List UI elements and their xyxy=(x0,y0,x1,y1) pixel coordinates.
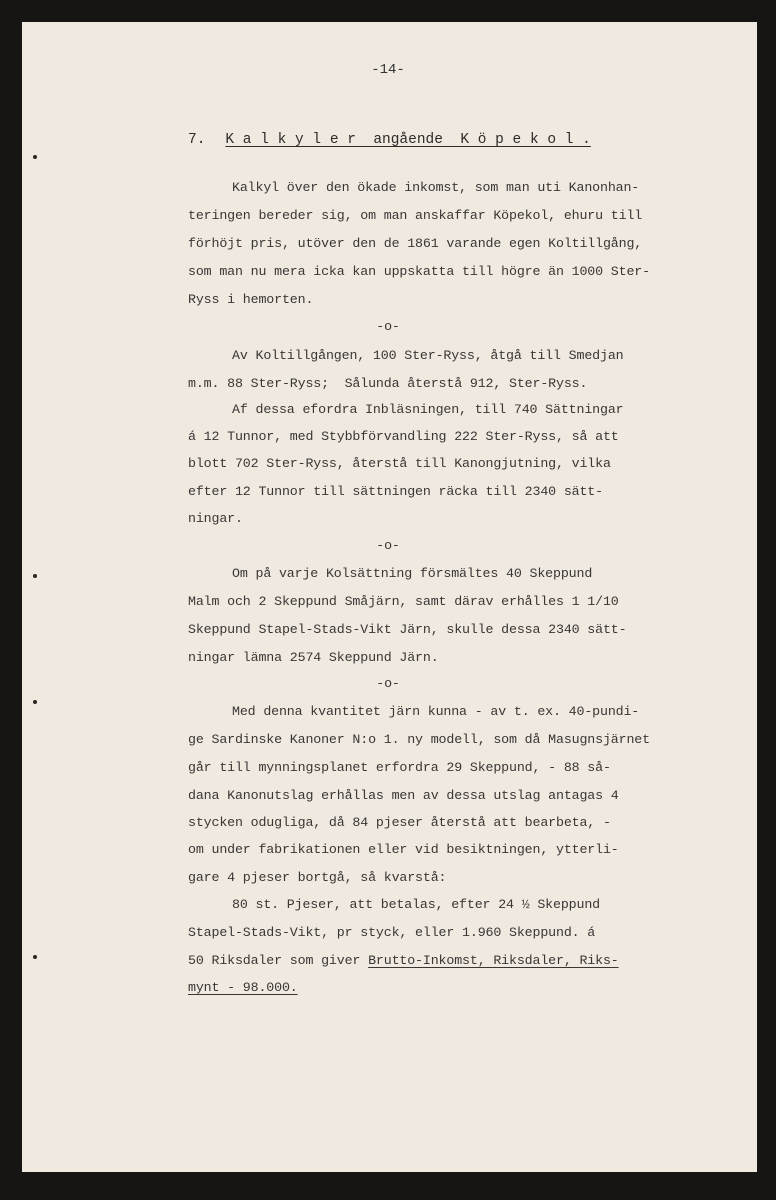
text-line: Skeppund Stapel-Stads-Vikt Järn, skulle dessa 2340 sätt- xyxy=(188,622,627,637)
page-number: -14- xyxy=(371,62,405,78)
text-line: ge Sardinske Kanoner N:o 1. ny modell, som då Masugnsjärnet xyxy=(188,732,650,747)
section-divider: -o- xyxy=(376,319,400,334)
text-line: om under fabrikationen eller vid besiktningen, ytterli- xyxy=(188,842,619,857)
text-line: m.m. 88 Ster-Ryss; Sålunda återstå 912, Ster-Ryss. xyxy=(188,376,588,391)
gross-income-underlined: Brutto-Inkomst, Riksdaler, Riks- xyxy=(368,953,619,968)
section-title: K a l k y l e r angående K ö p e k o l . xyxy=(225,132,591,148)
text-line: gare 4 pjeser bortgå, så kvarstå: xyxy=(188,870,447,885)
text-line: Om på varje Kolsättning försmältes 40 Skeppund xyxy=(232,566,593,581)
punch-hole-mark xyxy=(33,574,37,578)
text-line: går till mynningsplanet erfordra 29 Skeppund, - 88 så- xyxy=(188,760,611,775)
section-divider: -o- xyxy=(376,538,400,553)
text-line: 80 st. Pjeser, att betalas, efter 24 ½ Skeppund xyxy=(232,897,600,912)
text-line: som man nu mera icka kan uppskatta till högre än 1000 Ster- xyxy=(188,264,650,279)
text-line: Malm och 2 Skeppund Småjärn, samt därav erhålles 1 1/10 xyxy=(188,594,619,609)
text-line: Med denna kvantitet järn kunna - av t. ex. 40-pundi- xyxy=(232,704,640,719)
text-line: Ryss i hemorten. xyxy=(188,292,314,307)
text-line: blott 702 Ster-Ryss, återstå till Kanongjutning, vilka xyxy=(188,456,611,471)
text-line: Av Koltillgången, 100 Ster-Ryss, åtgå till Smedjan xyxy=(232,348,624,363)
text-line: Stapel-Stads-Vikt, pr styck, eller 1.960 Skeppund. á xyxy=(188,925,596,940)
section-number: 7. xyxy=(188,132,206,148)
punch-hole-mark xyxy=(33,155,37,159)
section-divider: -o- xyxy=(376,676,400,691)
punch-hole-mark xyxy=(33,955,37,959)
text-line: ningar. xyxy=(188,511,243,526)
closing-line xyxy=(188,953,619,968)
text-line: Af dessa efordra Inbläsningen, till 740 Sättningar xyxy=(232,402,624,417)
text-line: stycken odugliga, då 84 pjeser återstå att bearbeta, - xyxy=(188,815,611,830)
punch-hole-mark xyxy=(33,700,37,704)
text-line: dana Kanonutslag erhållas men av dessa utslag antagas 4 xyxy=(188,788,619,803)
gross-income-total: mynt - 98.000. xyxy=(188,980,298,995)
closing-line xyxy=(188,980,298,995)
closing-text: 50 Riksdaler som giver xyxy=(188,953,369,968)
text-line: efter 12 Tunnor till sättningen räcka till 2340 sätt- xyxy=(188,484,603,499)
text-line: förhöjt pris, utöver den de 1861 varande egen Koltillgång, xyxy=(188,236,643,251)
text-line: teringen bereder sig, om man anskaffar Köpekol, ehuru till xyxy=(188,208,643,223)
text-line: á 12 Tunnor, med Stybbförvandling 222 Ster-Ryss, så att xyxy=(188,429,619,444)
text-line: ningar lämna 2574 Skeppund Järn. xyxy=(188,650,439,665)
text-line: Kalkyl över den ökade inkomst, som man uti Kanonhan- xyxy=(232,180,640,195)
section-heading xyxy=(188,132,591,148)
